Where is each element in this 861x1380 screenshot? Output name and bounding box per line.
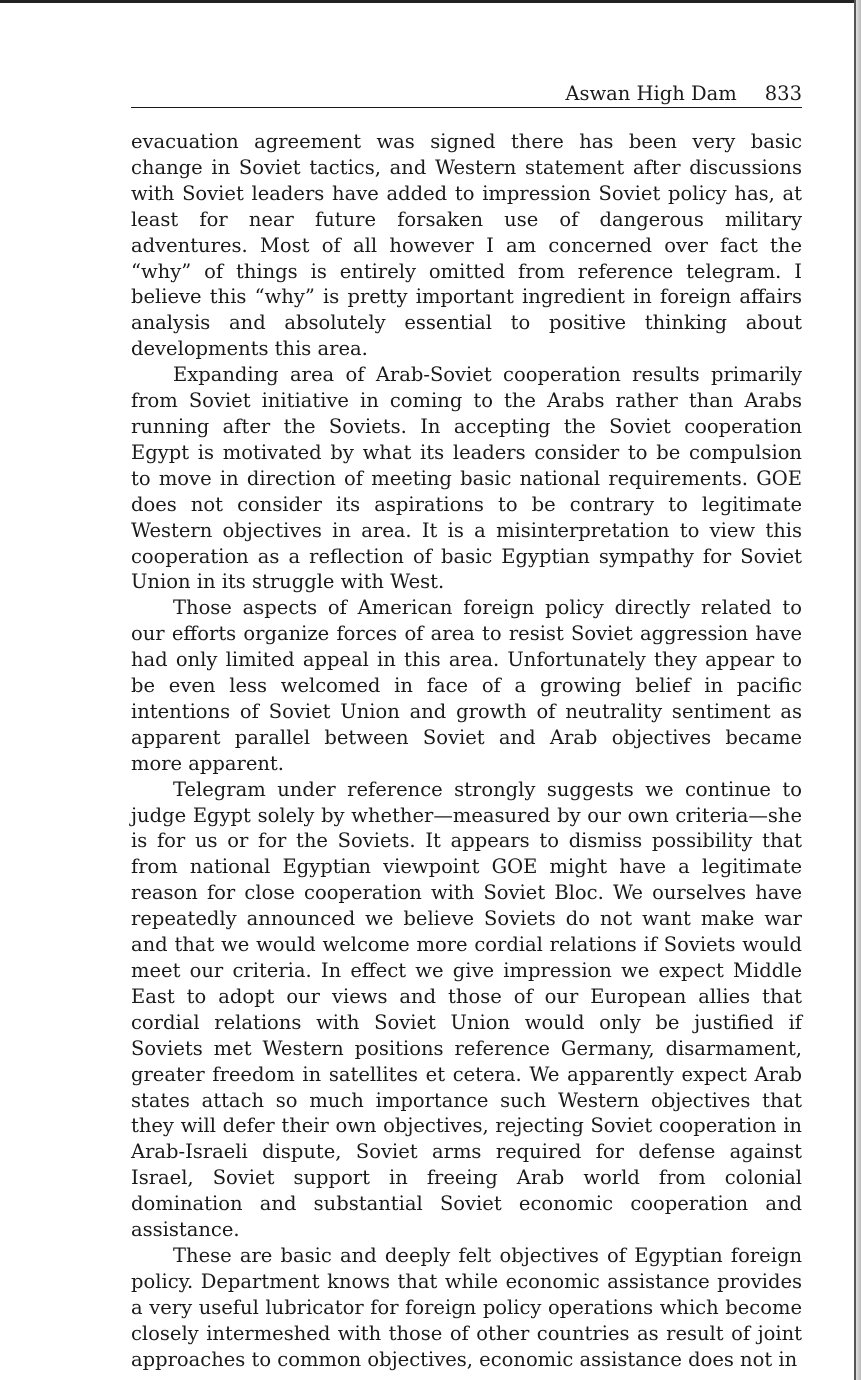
page-right-edge [854,0,856,1380]
body-text [131,129,802,1373]
page-number: 833 [764,82,802,105]
paragraph-1: evacuation agreement was signed there has been very basic change in Soviet tactics, and Western statement after discussions with Soviet leaders have added to impression Soviet policy has, at least for near future forsaken use of dangerous military adventures. Most of all however I am concerned over fact the “why” of things is entirely omitted from reference telegram. I believe this “why” is pretty important ingredient in foreign affairs analysis and absolutely essential to positive thinking about developments this area. [131,130,802,361]
paragraph-2: Expanding area of Arab-Soviet cooperation results primarily from Soviet initiative in coming to the Arabs rather than Arabs running after the Soviets. In accepting the Soviet cooperation Egypt is motivated by what its leaders consider to be compulsion to move in direction of meeting basic national requirements. GOE does not consider its aspirations to be contrary to legitimate Western objectives in area. It is a misinterpretation to view this cooperation as a reflection of basic Egyptian sympathy for Soviet Union in its struggle with West. [131,363,802,594]
running-header [131,80,802,108]
running-header-title: Aswan High Dam [565,82,737,105]
page-top-edge [0,0,861,3]
page-binding-shadow [856,0,861,1380]
paragraph-3: Those aspects of American foreign policy directly related to our efforts organize forces of area to resist Soviet aggression have had only limited appeal in this area. Unfortunately they appear to be even less welcomed in face of a growing belief in pacific intentions of Soviet Union and growth of neutrality sentiment as apparent parallel between Soviet and Arab objectives became more apparent. [131,596,802,775]
paragraph-4: Telegram under reference strongly suggests we continue to judge Egypt solely by whether—measured by our own criteria—she is for us or for the Soviets. It appears to dismiss possibility that from national Egyptian viewpoint GOE might have a legitimate reason for close cooperation with Soviet Bloc. We ourselves have repeatedly announced we believe Soviets do not want make war and that we would welcome more cordial relations if Soviets would meet our criteria. In effect we give impression we expect Middle East to adopt our views and those of our European allies that cordial relations with Soviet Union would only be justified if Soviets met Western positions reference Germany, disarmament, greater freedom in satellites et cetera. We apparently expect Arab states attach so much importance such Western objectives that they will defer their own objectives, rejecting Soviet cooperation in Arab-Israeli dispute, Soviet arms required for defense against Israel, Soviet support in freeing Arab world from colonial domination and substantial Soviet economic cooperation and assistance. [131,777,802,1242]
paragraph-5: These are basic and deeply felt objectives of Egyptian foreign policy. Department knows that while economic assistance provides a very useful lubricator for foreign policy operations which become closely intermeshed with those of other countries as result of joint approaches to common objectives, economic assistance does not in [131,1243,802,1371]
